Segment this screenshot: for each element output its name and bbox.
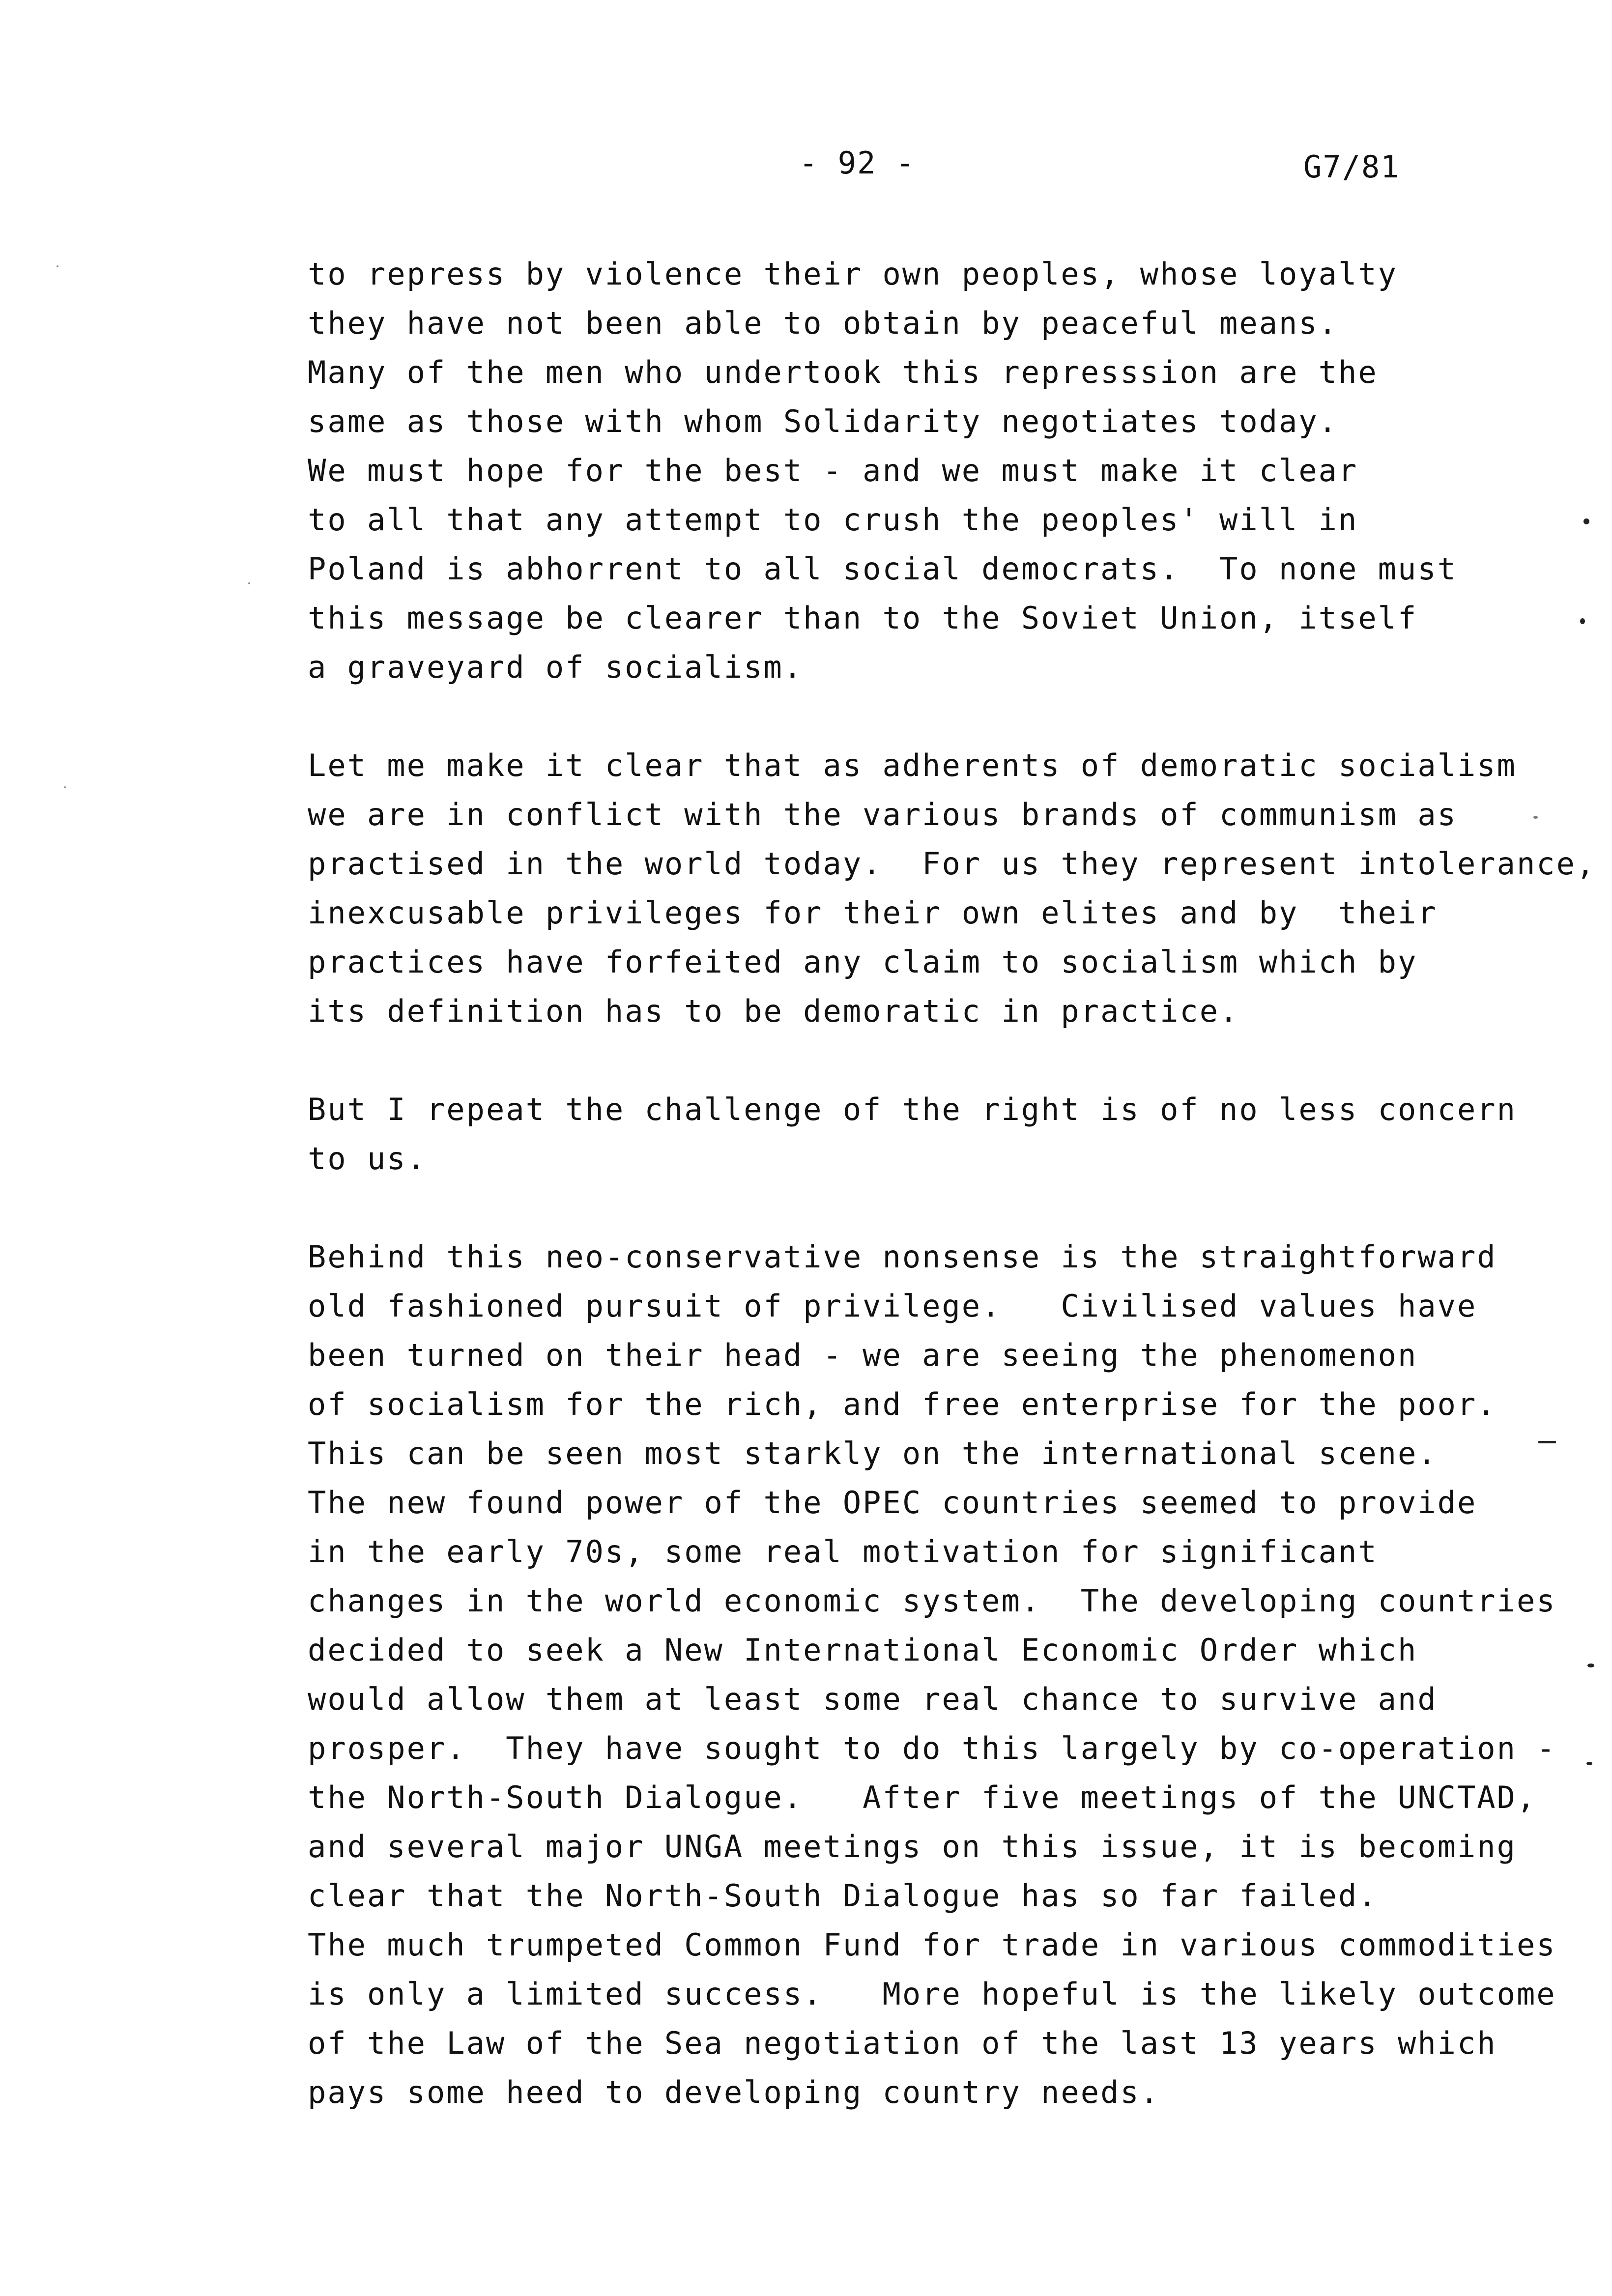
text-line: the North-South Dialogue. After five meetings of the UNCTAD, [308, 1779, 1537, 1815]
document-reference: G7/81 [1303, 149, 1400, 185]
text-line: changes in the world economic system. The developing countries [308, 1583, 1556, 1619]
scan-speck [1538, 1441, 1556, 1443]
scan-speck [1586, 1762, 1592, 1765]
text-line: practised in the world today. For us they represent intolerance, [308, 846, 1596, 882]
text-line: old fashioned pursuit of privilege. Civilised values have [308, 1288, 1477, 1324]
text-line: to us. [308, 1141, 427, 1177]
text-line: same as those with whom Solidarity negotiates today. [308, 403, 1339, 439]
paragraph [308, 1233, 1585, 2117]
paragraph [308, 1085, 1585, 1183]
text-line: decided to seek a New International Economic Order which [308, 1632, 1418, 1668]
page-header-number: - 92 - [799, 145, 915, 181]
text-line: inexcusable privileges for their own elites and by their [308, 895, 1438, 931]
text-line: a graveyard of socialism. [308, 649, 804, 685]
text-line: to repress by violence their own peoples, whose loyalty [308, 256, 1398, 292]
scan-speck [57, 265, 58, 267]
text-line: This can be seen most starkly on the international scene. [308, 1435, 1438, 1471]
scan-speck [1580, 618, 1585, 624]
text-line: and several major UNGA meetings on this issue, it is becoming [308, 1829, 1517, 1865]
text-line: Behind this neo-conservative nonsense is the straightforward [308, 1239, 1497, 1275]
text-line: Let me make it clear that as adherents of demoratic socialism [308, 747, 1517, 783]
paragraph [308, 741, 1596, 1036]
text-line: would allow them at least some real chance to survive and [308, 1681, 1438, 1717]
text-line: But I repeat the challenge of the right is of no less concern [308, 1091, 1517, 1127]
text-line: its definition has to be demoratic in practice. [308, 993, 1239, 1029]
scan-speck [1533, 816, 1538, 819]
text-line: clear that the North-South Dialogue has so far failed. [308, 1878, 1378, 1914]
text-line: practices have forfeited any claim to socialism which by [308, 944, 1418, 980]
text-line: prosper. They have sought to do this largely by co-operation - [308, 1730, 1556, 1766]
text-line: to all that any attempt to crush the peoples' will in [308, 502, 1358, 538]
scan-speck [64, 786, 66, 788]
text-line: we are in conflict with the various brands of communism as [308, 797, 1457, 832]
text-line: Poland is abhorrent to all social democrats. To none must [308, 551, 1457, 587]
text-line: We must hope for the best - and we must make it clear [308, 453, 1358, 488]
text-line: is only a limited success. More hopeful is the likely outcome [308, 1976, 1556, 2012]
text-line: this message be clearer than to the Soviet Union, itself [308, 600, 1418, 636]
paragraph [308, 250, 1585, 692]
scan-speck [1583, 518, 1589, 524]
text-line: Many of the men who undertook this represssion are the [308, 354, 1378, 390]
scan-speck [248, 582, 250, 584]
text-line: The much trumpeted Common Fund for trade in various commodities [308, 1927, 1556, 1963]
document-body [308, 250, 1596, 2166]
text-line: they have not been able to obtain by peaceful means. [308, 305, 1339, 341]
text-line: of the Law of the Sea negotiation of the last 13 years which [308, 2025, 1497, 2061]
text-line: of socialism for the rich, and free enterprise for the poor. [308, 1386, 1497, 1422]
text-line: been turned on their head - we are seeing the phenomenon [308, 1337, 1418, 1373]
scan-speck [1587, 1664, 1594, 1667]
text-line: The new found power of the OPEC countries seemed to provide [308, 1485, 1477, 1521]
text-line: in the early 70s, some real motivation for significant [308, 1534, 1378, 1570]
text-line: pays some heed to developing country needs. [308, 2074, 1160, 2110]
